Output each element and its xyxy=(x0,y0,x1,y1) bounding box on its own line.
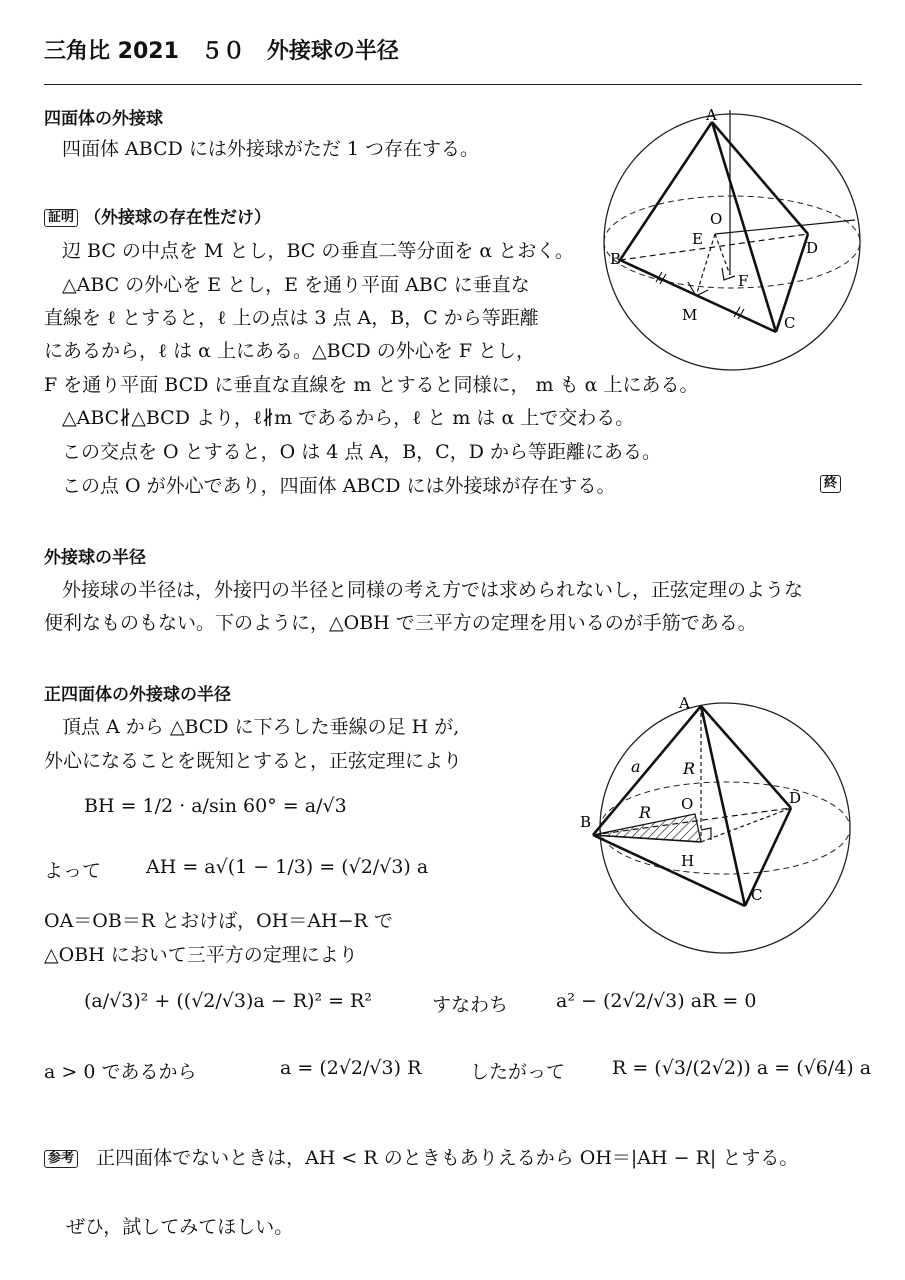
proof-line: にあるから，ℓ は α 上にある。△BCD の外心を F とし， xyxy=(44,340,536,362)
section-heading-circumsphere: 四面体の外接球 xyxy=(44,109,163,129)
proof-heading xyxy=(44,203,271,228)
proof-heading-text: （外接球の存在性だけ） xyxy=(84,208,272,228)
note xyxy=(44,1143,798,1170)
section-heading-radius: 外接球の半径 xyxy=(44,548,146,568)
proof-line: △ABC の外心を E とし，E を通り平面 ABC に垂直な xyxy=(62,274,530,296)
equation-ah: AH = a√(1 − 1/3) = (√2/√3) a xyxy=(146,856,429,878)
proof-line: F を通り平面 BCD に垂直な直線を m とすると同様に， m も α 上にある。 xyxy=(44,374,699,396)
note-tag: 参考 xyxy=(44,1150,78,1168)
proof-line: 辺 BC の中点を M とし，BC の垂直二等分面を α とおく。 xyxy=(62,240,574,262)
proof-line: 直線を ℓ とすると，ℓ 上の点は 3 点 A，B，C から等距離 xyxy=(44,307,539,329)
condition: a > 0 であるから xyxy=(44,1061,197,1083)
equation-a: a = (2√2/√3) R xyxy=(280,1057,422,1079)
label-C: C xyxy=(784,314,796,332)
label-M: M xyxy=(682,306,698,324)
proof-line: △ABC∦△BCD より，ℓ∦m であるから，ℓ と m は α 上で交わる。 xyxy=(62,407,635,429)
sec3-line: 外心になることを既知とすると，正弦定理により xyxy=(44,750,463,772)
label-F: F xyxy=(738,272,749,290)
header-rule xyxy=(44,84,862,85)
yotte-label: よって xyxy=(44,860,102,882)
label-O: O xyxy=(681,795,694,813)
equation-simplified: a² − (2√2/√3) aR = 0 xyxy=(556,990,757,1012)
sec3-line: OA＝OB＝R とおけば，OH＝AH−R で xyxy=(44,910,393,932)
proof-line: この点 O が外心であり，四面体 ABCD には外接球が存在する。 xyxy=(62,475,616,497)
label-O: O xyxy=(710,210,723,228)
proof-line: この交点を O とすると，O は 4 点 A，B，C，D から等距離にある。 xyxy=(62,441,661,463)
sec3-line: △OBH において三平方の定理により xyxy=(44,944,358,966)
statement: 四面体 ABCD には外接球がただ 1 つ存在する。 xyxy=(62,138,480,160)
note-text: 正四面体でないときは，AH < R のときもありえるから OH＝|AH − R| とする。 xyxy=(96,1147,799,1169)
label-R-vertical: R xyxy=(683,759,696,778)
sec2-line: 外接球の半径は，外接円の半径と同様の考え方では求められないし，正弦定理のような xyxy=(62,579,804,601)
tetrahedron-figure-1 xyxy=(590,100,870,390)
tetrahedron-figure-2 xyxy=(575,690,865,955)
label-R-oblique: R xyxy=(639,803,652,822)
shitagatte-label: したがって xyxy=(470,1061,566,1083)
sec3-line: 頂点 A から △BCD に下ろした垂線の足 H が, xyxy=(62,716,460,738)
label-a: a xyxy=(631,757,641,776)
label-C: C xyxy=(751,886,763,904)
equation-r: R = (√3/(2√2)) a = (√6/4) a xyxy=(612,1057,872,1079)
equation-bh: BH = 1/2 · a/sin 60° = a/√3 xyxy=(84,795,347,817)
label-B: B xyxy=(610,250,622,268)
proof-tag: 証明 xyxy=(44,209,78,227)
label-H: H xyxy=(681,852,695,870)
page-title: 三角比 2021 ５０ 外接球の半径 xyxy=(44,39,399,64)
sunawachi-label: すなわち xyxy=(432,994,509,1016)
label-E: E xyxy=(692,230,703,248)
closing-line: ぜひ，試してみてほしい。 xyxy=(66,1216,294,1238)
end-tag: 終 xyxy=(820,475,841,493)
label-A: A xyxy=(706,106,717,124)
section-heading-regular: 正四面体の外接球の半径 xyxy=(44,685,231,705)
sec2-line: 便利なものもない。下のように，△OBH で三平方の定理を用いるのが手筋である。 xyxy=(44,612,757,634)
label-D: D xyxy=(806,239,819,257)
label-D: D xyxy=(789,789,802,807)
label-B: B xyxy=(580,813,592,831)
equation-pythagoras: (a/√3)² + ((√2/√3)a − R)² = R² xyxy=(84,990,372,1012)
label-A: A xyxy=(679,694,690,712)
